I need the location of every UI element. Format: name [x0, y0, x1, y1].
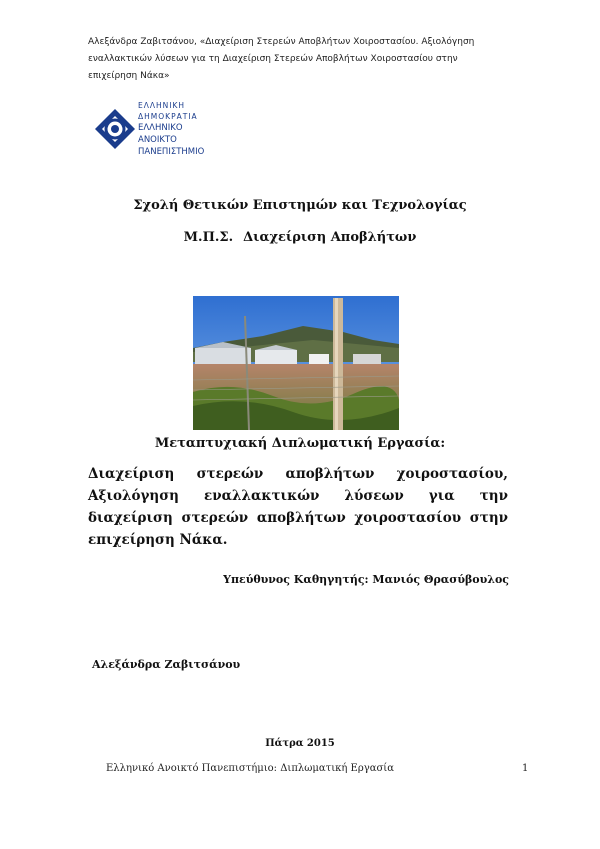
school-name: Σχολή Θετικών Επιστημών και Τεχνολογίας — [133, 198, 467, 213]
running-header: Αλεξάνδρα Ζαβιτσάνου, «Διαχείριση Στερεών Αποβλήτων Χοιροστασίου. Αξιολόγηση εναλλακτικών λύσεων για τη Διαχείριση Στερεών Αποβλήτων Χοιροστασίου στην επιχείρηση Νάκα» — [88, 37, 475, 81]
thesis-title: Διαχείριση στερεών αποβλήτων χοιροστασίου, Αξιολόγηση εναλλακτικών λύσεων για την διαχείριση στερεών αποβλήτων χοιροστασίου στην επιχείρηση Νάκα. — [88, 466, 508, 548]
page-number: 1 — [522, 763, 529, 774]
logo-line: ΠΑΝΕΠΙΣΤΗΜΙΟ — [138, 147, 205, 157]
university-emblem-icon — [94, 108, 136, 150]
logo-wordmark — [138, 100, 224, 158]
footer-text: Ελληνικό Ανοικτό Πανεπιστήμιο: Διπλωματική Εργασία — [106, 763, 394, 774]
logo-line: ΕΛΛΗΝΙΚΟ ΑΝΟΙΚΤΟ — [138, 123, 183, 145]
cover-photo — [193, 296, 399, 430]
author-name: Αλεξάνδρα Ζαβιτσάνου — [92, 658, 241, 671]
logo-line: ΕΛΛΗΝΙΚΗ — [138, 101, 186, 110]
program-name: Διαχείριση Αποβλήτων — [243, 230, 417, 245]
place-year: Πάτρα 2015 — [265, 738, 335, 749]
logo-line: ΔΗΜΟΚΡΑΤΙΑ — [138, 112, 198, 121]
supervisor: Υπεύθυνος Καθηγητής: Μανιός Θρασύβουλος — [223, 573, 509, 586]
program-abbreviation: Μ.Π.Σ. — [183, 230, 234, 245]
program-heading — [0, 230, 600, 245]
thesis-type: Μεταπτυχιακή Διπλωματική Εργασία: — [154, 436, 446, 451]
university-logo — [94, 100, 224, 156]
